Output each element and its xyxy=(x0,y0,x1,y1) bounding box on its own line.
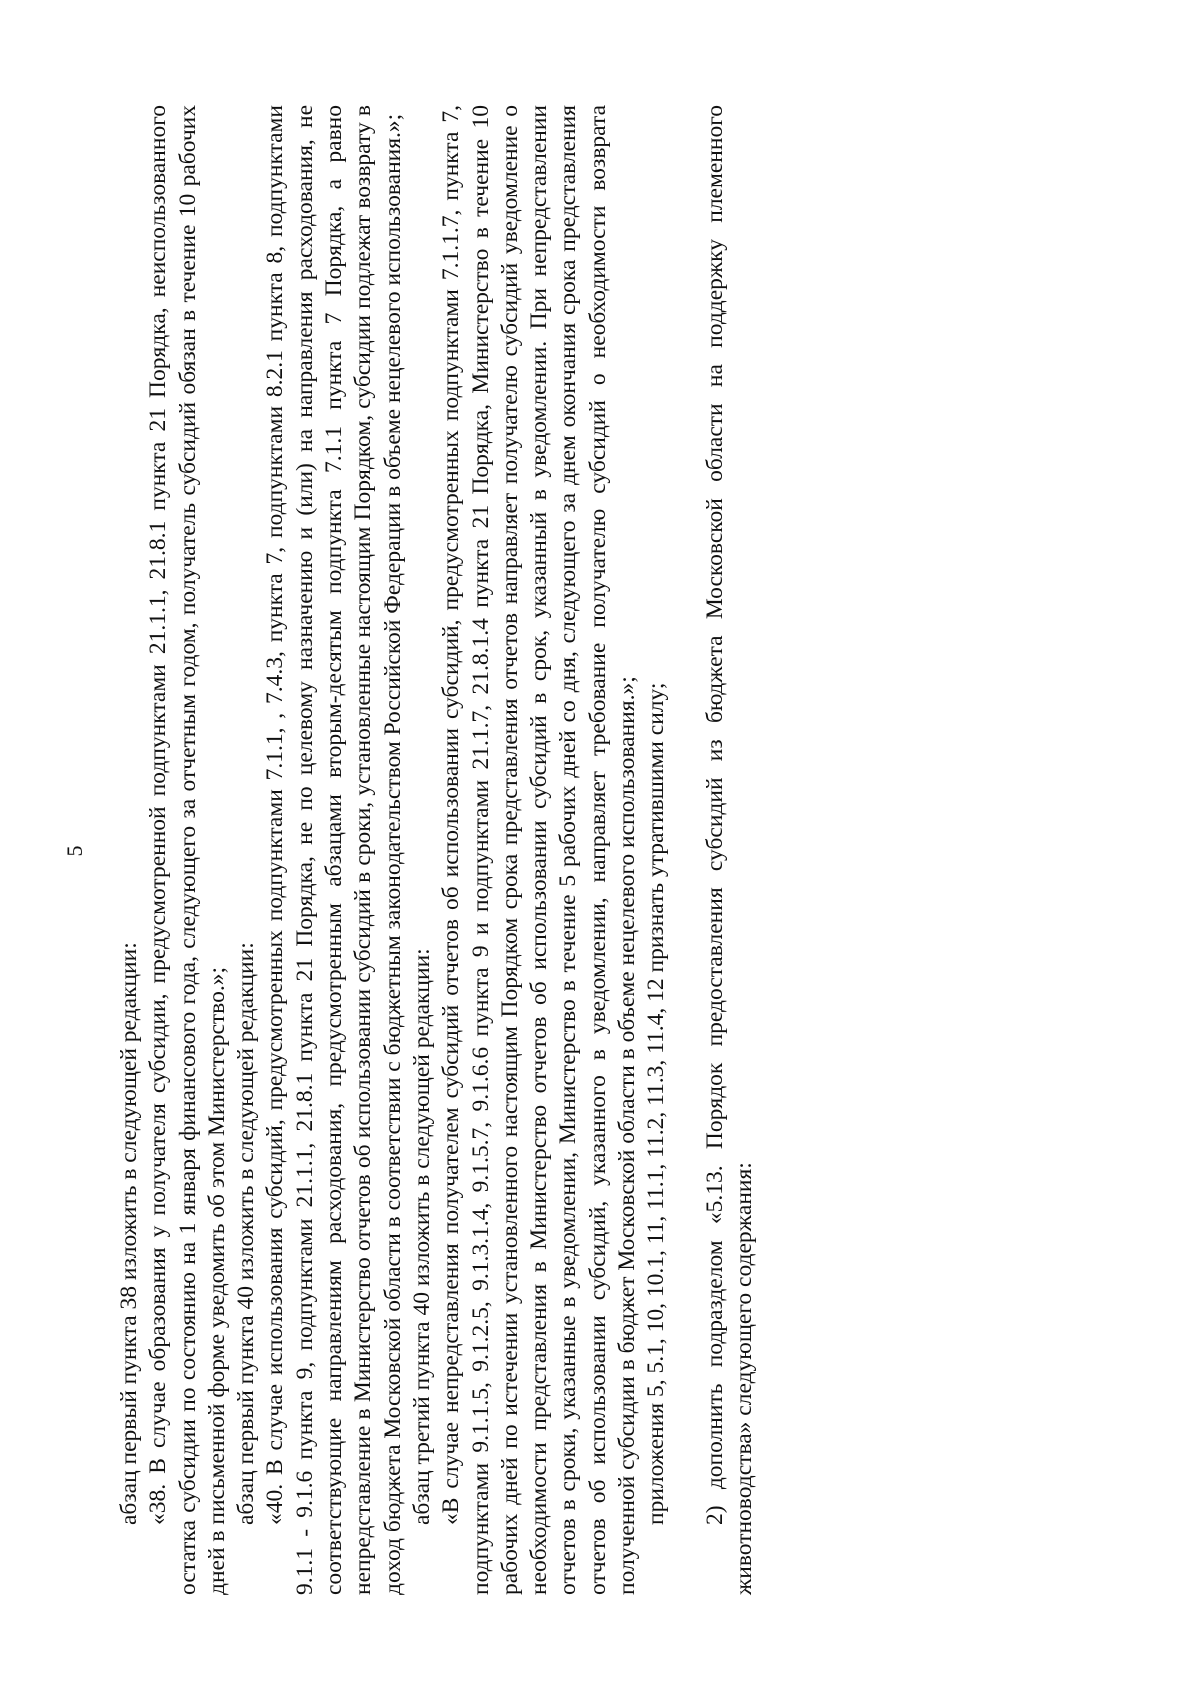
paragraph-item-40-third: «В случае непредставления получателем субсидий отчетов об использовании субсидий, предусмотренных подпунктами 7.1.1.7, пункта 7, подпунктами 9.1.1.5, 9.1.2.5, 9.1.3.1.4, 9.1.5.7, 9.1.6.6 пункта 9 и подпунктами 21.1.7, 21.8.1.4 пункта 21 Порядка, Министерство в течение 10 рабочих дней по истечении установленного настоящим Порядком срока представления отчетов направляет получателю субсидий уведомление о необходимости представления в Министерство отчетов об использовании субсидий в срок, указанный в уведомлении. При непредставлении отчетов в сроки, указанные в уведомлении, Министерство в течение 5 рабочих дней со дня, следующего за днем окончания срока представления отчетов об использовании субсидий, указанного в уведомлении, направляет требование получателю субсидий о необходимости возврата полученной субсидии в бюджет Московской области в объеме нецелевого использования.»; xyxy=(438,105,641,1595)
paragraph-item-38: «38. В случае образования у получателя субсидии, предусмотренной подпунктами 21.1.1, 21.8.1 пункта 21 Порядка, неиспользованного остатка субсидии по состоянию на 1 января финансового года, следующего за отчетным годом, получатель субсидий обязан в течение 10 рабочих дней в письменной форме уведомить об этом Министерство.»; xyxy=(145,105,230,1595)
paragraph-amend-40-third: абзац третий пункта 40 изложить в следующей редакции: xyxy=(408,948,435,1525)
page-number: 5 xyxy=(62,845,87,857)
document-body xyxy=(115,105,759,1595)
paragraph-appendices-void: приложения 5, 5.1, 10, 10.1, 11, 11.1, 11.2, 11.3, 11.4, 12 признать утратившими силу; xyxy=(643,682,670,1525)
paragraph-amend-38: абзац первый пункта 38 изложить в следующей редакции: xyxy=(116,942,142,1525)
paragraph-amend-40: абзац первый пункта 40 изложить в следующей редакции: xyxy=(233,942,260,1525)
paragraph-item-40: «40. В случае использования субсидий, предусмотренных подпунктами 7.1.1, , 7.4.3, пункта 7, подпунктами 8.2.1 пункта 8, подпунктами 9.1.1 - 9.1.6 пункта 9, подпунктами 21.1.1, 21.8.1 пункта 21 Порядка, не по целевому назначению и (или) на направления расходования, не соответствующие направлениям расходования, предусмотренным абзацами вторым-десятым подпункта 7.1.1 пункта 7 Порядка, а равно непредставление в Министерство отчетов об использовании субсидий в сроки, установленные настоящим Порядком, субсидии подлежат возврату в доход бюджета Московской области в соответствии с бюджетным законодательством Российской Федерации в объеме нецелевого использования.»; xyxy=(262,105,406,1595)
paragraph-add-subsection: 2) дополнить подразделом «5.13. Порядок предоставления субсидий из бюджета Московской области на поддержку племенного животноводства» следующего содержания: xyxy=(701,105,757,1595)
